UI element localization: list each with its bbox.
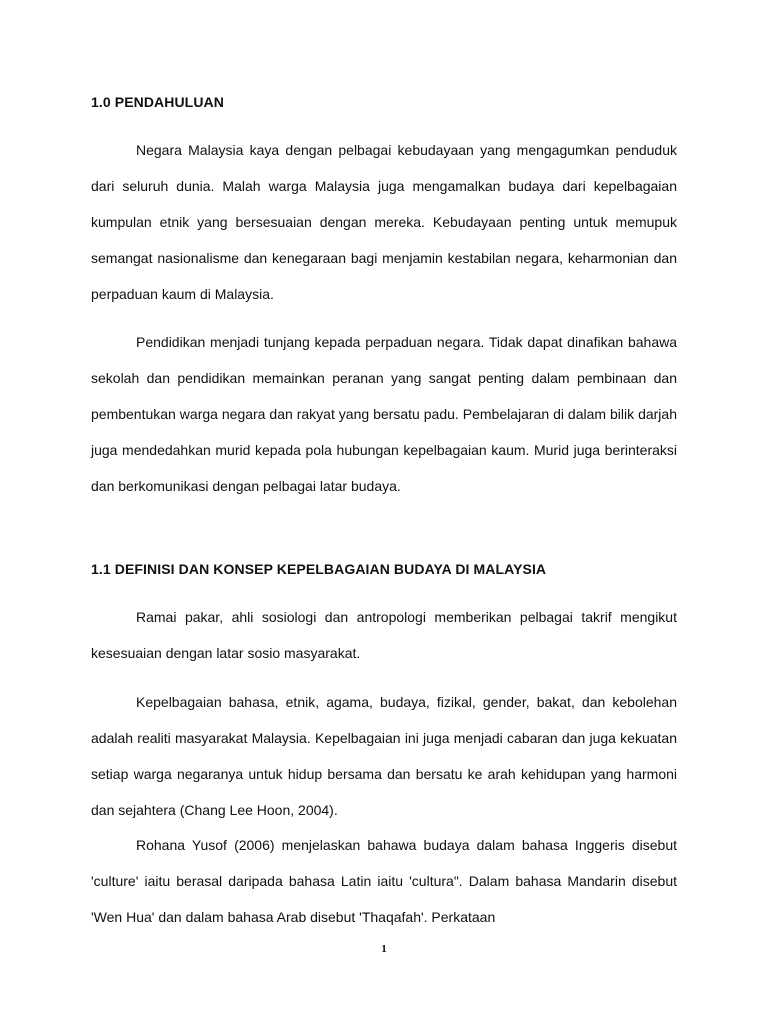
paragraph-2: Pendidikan menjadi tunjang kepada perpaduan negara. Tidak dapat dinafikan bahawa sekolah dan pendidikan memainkan peranan yang sangat penting dalam pembinaan dan pembentukan warga negara dan rakyat yang bersatu padu. Pembelajaran di dalam bilik darjah juga mendedahkan murid kepada pola hubungan kepelbagaian kaum. Murid juga berinteraksi dan berkomunikasi dengan pelbagai latar budaya.: [91, 334, 677, 494]
paragraph-4: Kepelbagaian bahasa, etnik, agama, budaya, fizikal, gender, bakat, dan kebolehan adalah realiti masyarakat Malaysia. Kepelbagaian ini juga menjadi cabaran dan juga kekuatan setiap warga negaranya untuk hidup bersama dan bersatu ke arah kehidupan yang harmoni dan sejahtera (Chang Lee Hoon, 2004).: [91, 694, 677, 818]
section-heading-definisi: 1.1 DEFINISI DAN KONSEP KEPELBAGAIAN BUDAYA DI MALAYSIA: [91, 561, 547, 577]
section-heading-pendahuluan: 1.0 PENDAHULUAN: [91, 94, 224, 110]
paragraph-5: Rohana Yusof (2006) menjelaskan bahawa budaya dalam bahasa Inggeris disebut 'culture' iaitu berasal daripada bahasa Latin iaitu 'cultura". Dalam bahasa Mandarin disebut 'Wen Hua' dan dalam bahasa Arab disebut 'Thaqafah'. Perkataan: [91, 837, 677, 925]
paragraph-1: Negara Malaysia kaya dengan pelbagai kebudayaan yang mengagumkan penduduk dari seluruh dunia. Malah warga Malaysia juga mengamalkan budaya dari kepelbagaian kumpulan etnik yang bersesuaian dengan mereka. Kebudayaan penting untuk memupuk semangat nasionalisme dan kenegaraan bagi menjamin kestabilan negara, keharmonian dan perpaduan kaum di Malaysia.: [91, 142, 677, 302]
page-number: 1: [381, 943, 387, 955]
paragraph-3: Ramai pakar, ahli sosiologi dan antropologi memberikan pelbagai takrif mengikut kesesuaian dengan latar sosio masyarakat.: [91, 609, 677, 661]
